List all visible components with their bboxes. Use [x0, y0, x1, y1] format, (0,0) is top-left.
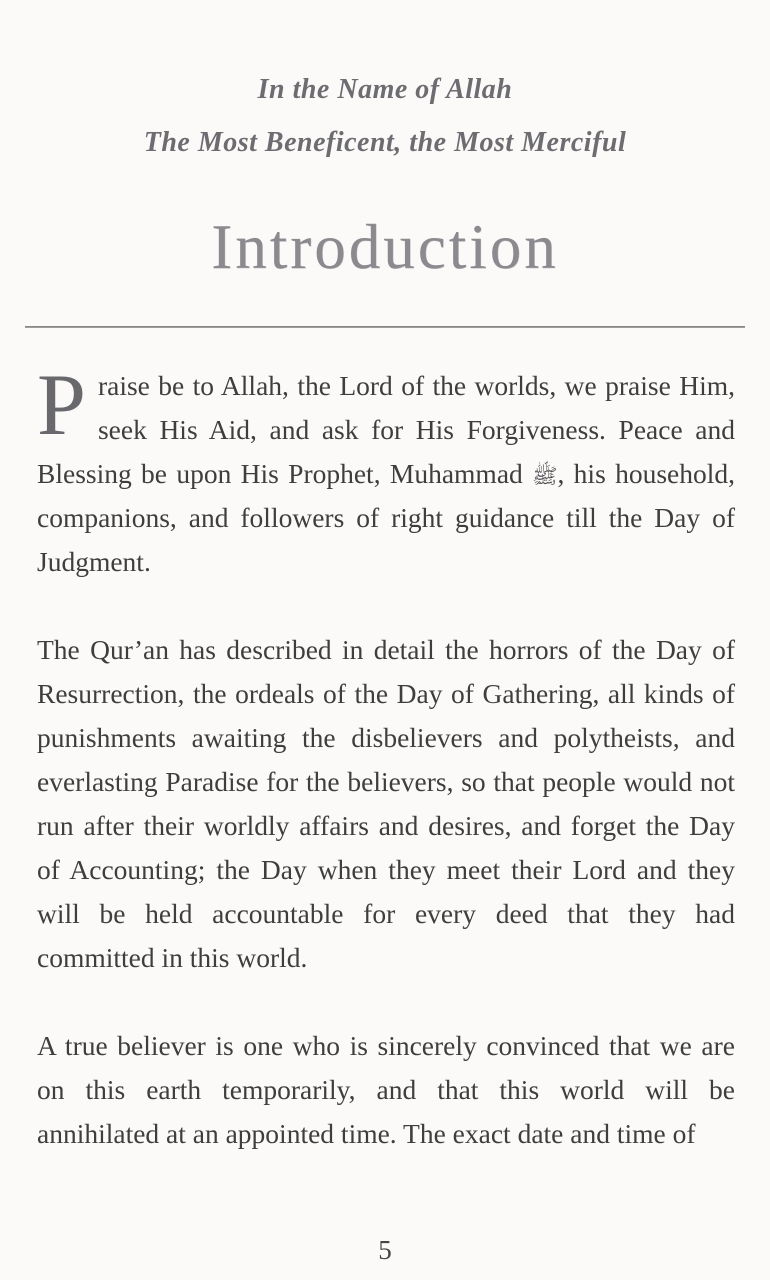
chapter-title: Introduction — [211, 212, 559, 282]
paragraph-2: The Qur’an has described in detail the horrors of the Day of Resurrection, the ordeals of the Day of Gathering, all kinds of punishments awaiting the disbelievers and polytheists, and everlasting Paradise for the believers, so that people would not run after their worldly affairs and desires, and forget the Day of Accounting; the Day when they meet their Lord and they will be held accountable for every deed that they had committed in this world. — [37, 634, 735, 974]
bismillah-line-1: In the Name of Allah — [257, 74, 513, 105]
title-divider-rule — [25, 326, 745, 328]
body-text-block — [37, 357, 736, 1156]
paragraph-1 — [37, 357, 736, 584]
page-number: 5 — [378, 1235, 392, 1265]
pbuh-symbol: ﷺ — [532, 464, 558, 489]
paragraph-1-text: raise be to Allah, the Lord of the worlds, we praise Him, seek His Aid, and ask for His Forgiveness. Peace and Blessing be upon His Prophet, Muhammad — [37, 370, 735, 490]
bismillah-line-2: The Most Beneficent, the Most Merciful — [143, 127, 627, 158]
dropcap-letter: P — [37, 357, 86, 455]
paragraph-3: A true believer is one who is sincerely convinced that we are on this earth temporarily, and that this world will be annihilated at an appointed time. The exact date and time of — [37, 1030, 735, 1150]
paragraph-1-text-continued: , his household, companions, and followers of right guidance till the Day of Judgment. — [37, 458, 736, 578]
